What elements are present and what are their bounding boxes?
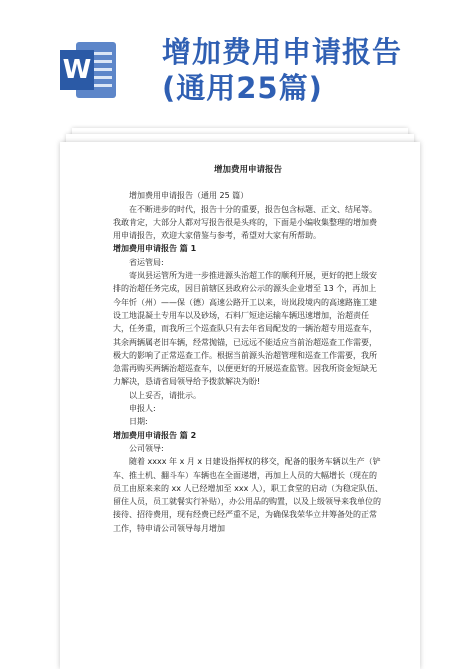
document-subtitle: 增加费用申请报告（通用 25 篇）	[129, 191, 249, 201]
section-heading: 增加费用申请报告 篇 1	[113, 244, 197, 254]
word-icon	[60, 38, 118, 102]
salutation: 省运管局:	[129, 257, 164, 267]
page-header	[0, 0, 474, 120]
section-heading: 增加费用申请报告 篇 2	[113, 430, 197, 440]
document-intro: 在不断进步的时代，报告十分的重要，报告包含标题、正文、结尾等。我敢肯定，大部分人都对写报告很是头疼的，下面是小编收集整理的增加费用申请报告，欢迎大家借鉴与参考，希望对大家有所帮助。	[113, 204, 377, 241]
page-title: 增加费用申请报告	[162, 35, 403, 69]
document-title: 增加费用申请报告	[213, 165, 282, 175]
applicant-label: 申报人:	[129, 404, 156, 414]
section-body: 寄岚县运管所为进一步推进源头治超工作的顺利开展，更好的把上级安排的治超任务完成，因目前辖区县政府公示的源头企业增至 13 个，再加上今年忻（州）——保（德）高速公路开工以来，岢岚段境内的高速路施工建设工地混凝土专用车以及砂场，石料厂短途运输车辆迅速增加，治超责任大，任务重，而我所三个巡查队只有去年省局配发的一辆治超专用巡查车，其余两辆属老旧车辆，经常抛锚，已远远不能适应当前治超巡查工作需要，极大的影响了正常巡查工作。根据当前源头治超管理和巡查工作需要，我所急需再购买两辆治超巡查车，以便更好的开展巡查监管。因我所资金短缺无力解决，恳请省局领导给予拨款解决为盼!	[113, 271, 377, 387]
document-preview-page[interactable]	[60, 142, 420, 669]
closing-line: 以上妥否，请批示。	[129, 390, 201, 400]
salutation: 公司领导:	[129, 443, 164, 453]
section-body: 随着 xxxx 年 x 月 x 日建设指挥权的移交，配备的服务车辆以生产（铲车、推土机、翻斗车）车辆也在全面递增，再加上人员的大幅增长（现在的员工由原来来的 xx 人已经增加至 xxx 人），职工食堂的启动（为稳定队伍、留住人员，员工就餐实行补贴），办公用品的购置，以及上级领导来我单位的接待、招待费用，现有经费已经严重不足，为确保我荣华立井筹备处的正常工作，特申请公司领导每月增加	[113, 457, 383, 533]
date-label: 日期:	[129, 417, 148, 427]
page-subtitle: (通用25篇)	[162, 71, 323, 105]
document-body	[113, 164, 383, 535]
word-icon-letter: W	[60, 50, 94, 90]
